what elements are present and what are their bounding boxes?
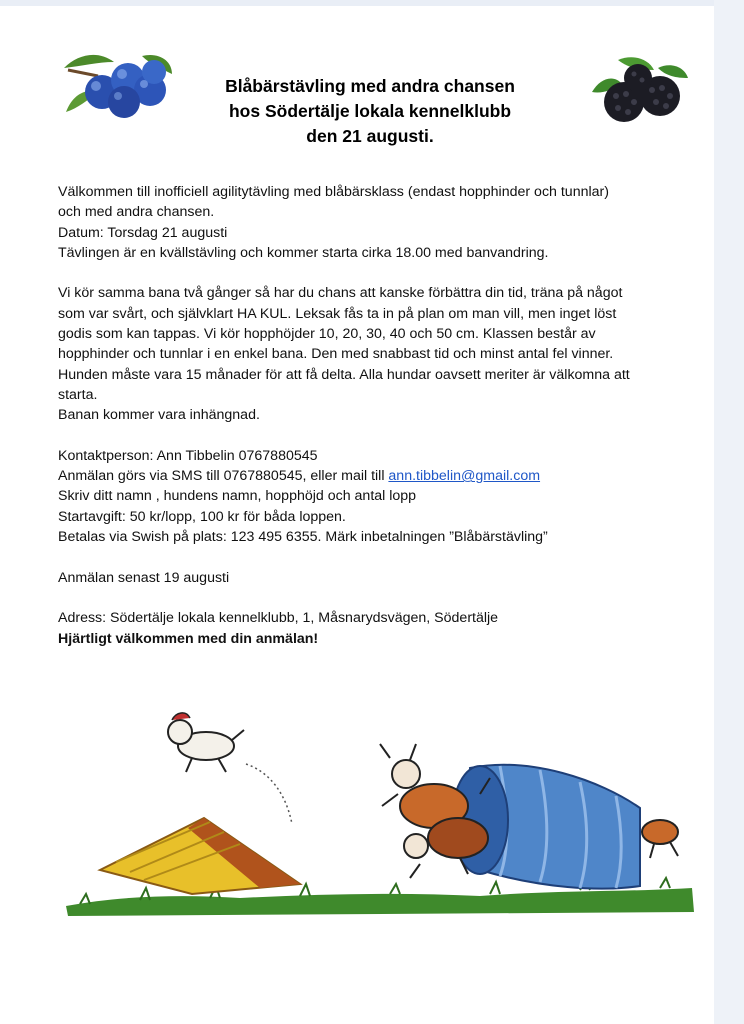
details-line-1: Vi kör samma bana två gånger så har du chans att kanske förbättra din tid, träna på något (58, 285, 623, 302)
details-line-6: starta. (58, 386, 98, 403)
jumping-dog (168, 713, 244, 772)
intro-line-1: Välkommen till inofficiell agilitytävling med blåbärsklass (endast hopphinder och tunnlar) (58, 184, 609, 200)
fee-line: Startavgift: 50 kr/lopp, 100 kr för båda loppen. (58, 508, 346, 525)
deadline-line: Anmälan senast 19 augusti (58, 569, 230, 586)
signup-line (58, 466, 714, 486)
intro-line-2: och med andra chansen. (58, 204, 215, 221)
right-margin (714, 0, 744, 1024)
contact-person: Kontaktperson: Ann Tibbelin 0767880545 (58, 447, 318, 464)
document-page (0, 6, 714, 1024)
title-line-3: den 21 augusti. (306, 126, 434, 146)
details-line-4: hopphinder och tunnlar i en enkel bana. Den med snabbast tid och minst antal fel vinner. (58, 346, 614, 363)
page-title (150, 74, 590, 149)
signup-text: Anmälan görs via SMS till 0767880545, eller mail till (58, 468, 389, 485)
agility-illustration (60, 698, 700, 924)
body-text (58, 182, 714, 649)
details-line-3: godis som kan tappas. Vi kör hopphöjder 10, 20, 30, 40 och 50 cm. Klassen består av (58, 326, 596, 343)
blackberries-icon (588, 52, 692, 128)
title-line-2: hos Södertälje lokala kennelklubb (228, 101, 512, 121)
address-line: Adress: Södertälje lokala kennelklubb, 1, Måsnarydsvägen, Södertälje (58, 610, 499, 627)
email-link[interactable]: ann.tibbelin@gmail.com (388, 468, 541, 485)
title-line-1: Blåbärstävling med andra chansen (225, 76, 515, 96)
details-line-2: som var svårt, och självklart HA KUL. Leksak fås ta in på plan om man vill, men inget löst (58, 305, 617, 322)
write-line: Skriv ditt namn , hundens namn, hopphöjd och antal lopp (58, 488, 417, 505)
details-line-7: Banan kommer vara inhängnad. (58, 407, 260, 424)
evening-line: Tävlingen är en kvällstävling och kommer starta cirka 18.00 med banvandring. (58, 244, 549, 261)
welcome-line: Hjärtligt välkommen med din anmälan! (58, 630, 319, 647)
details-line-5: Hunden måste vara 15 månader för att få delta. Alla hundar oavsett meriter är välkomna att (58, 366, 630, 383)
date-line: Datum: Torsdag 21 augusti (58, 224, 228, 241)
payment-line: Betalas via Swish på plats: 123 495 6355. Märk inbetalningen ”Blåbärstävling” (58, 529, 548, 546)
